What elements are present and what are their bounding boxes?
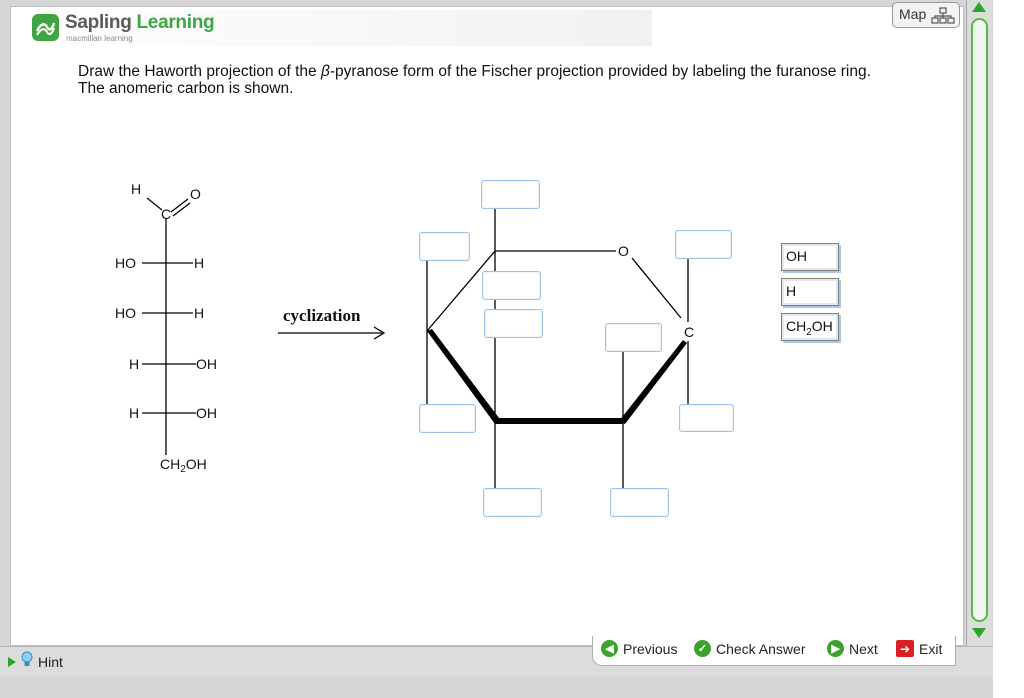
- hint-button[interactable]: [8, 651, 63, 672]
- fischer-row4-right: OH: [196, 405, 217, 421]
- drop-target-c1-down[interactable]: [679, 404, 734, 432]
- anomeric-carbon: C: [684, 324, 695, 340]
- brand-subtitle: macmillan learning: [66, 34, 133, 43]
- previous-icon: ◀: [601, 640, 618, 657]
- drop-target-c5-down[interactable]: [482, 271, 541, 300]
- question-text-part2: -pyranose form of the Fischer projection provided by labeling the furanose ring. The anomeric carbon is shown.: [78, 63, 871, 97]
- next-label: Next: [849, 640, 878, 657]
- check-icon: ✓: [694, 640, 711, 657]
- fischer-aldehyde-c: C: [161, 206, 172, 222]
- cyclization-label: cyclization: [283, 306, 361, 325]
- fischer-aldehyde-h: H: [131, 181, 142, 197]
- next-icon: ▶: [827, 640, 844, 657]
- previous-button[interactable]: [601, 640, 677, 657]
- hint-bulb-icon: [20, 651, 34, 672]
- beta-symbol: β: [320, 63, 330, 80]
- ring-oxygen: O: [618, 243, 629, 259]
- brand-name-part2: Learning: [136, 12, 215, 33]
- fischer-bottom-ch: CH: [160, 456, 181, 472]
- drop-target-c2-down[interactable]: [610, 488, 669, 517]
- drop-target-c1-up[interactable]: [675, 230, 732, 259]
- drop-target-c2-up[interactable]: [605, 323, 662, 352]
- cyclization-arrow-icon: [278, 327, 384, 339]
- question-text-part1: Draw the Haworth projection of the: [78, 63, 321, 80]
- fischer-row4-left: H: [129, 405, 140, 421]
- fischer-row3-right: OH: [196, 356, 217, 372]
- label-ch2oh-ch: CH: [786, 318, 807, 334]
- hint-expand-arrow-icon: [8, 657, 16, 667]
- next-button[interactable]: [827, 640, 878, 657]
- drop-target-c4-down[interactable]: [419, 404, 476, 433]
- exit-icon: ➔: [896, 640, 914, 657]
- check-answer-button[interactable]: [694, 640, 805, 657]
- fischer-row3-left: H: [129, 356, 140, 372]
- fischer-row2-left: HO: [115, 305, 136, 321]
- fischer-row1-right: H: [194, 255, 205, 271]
- label-tile-ch2oh[interactable]: [781, 313, 839, 341]
- exit-label: Exit: [919, 640, 943, 657]
- label-h-text: H: [786, 283, 797, 299]
- exit-button[interactable]: [896, 640, 942, 657]
- hint-label: Hint: [38, 653, 63, 670]
- check-answer-label: Check Answer: [716, 640, 806, 657]
- drop-target-c3-up[interactable]: [484, 309, 543, 338]
- previous-label: Previous: [623, 640, 678, 657]
- drop-target-c3-down[interactable]: [483, 488, 542, 517]
- fischer-projection: [142, 198, 196, 455]
- map-label: Map: [899, 6, 927, 22]
- drop-target-c4-up[interactable]: [419, 232, 470, 261]
- fischer-row1-left: HO: [115, 255, 136, 271]
- label-ch2oh-oh: OH: [811, 318, 833, 334]
- fischer-row2-right: H: [194, 305, 205, 321]
- brand-name-part1: Sapling: [65, 12, 137, 33]
- label-tile-oh[interactable]: [781, 243, 839, 271]
- drop-target-c5-up[interactable]: [481, 180, 540, 209]
- fischer-aldehyde-o: O: [190, 186, 201, 202]
- fischer-bottom-sub: 2: [180, 464, 186, 475]
- fischer-bottom-oh: OH: [185, 456, 207, 472]
- fischer-bottom-group: [160, 456, 207, 475]
- label-tile-h[interactable]: [781, 278, 839, 306]
- label-ch2oh-sub: 2: [806, 326, 812, 338]
- label-oh-text: OH: [786, 248, 807, 264]
